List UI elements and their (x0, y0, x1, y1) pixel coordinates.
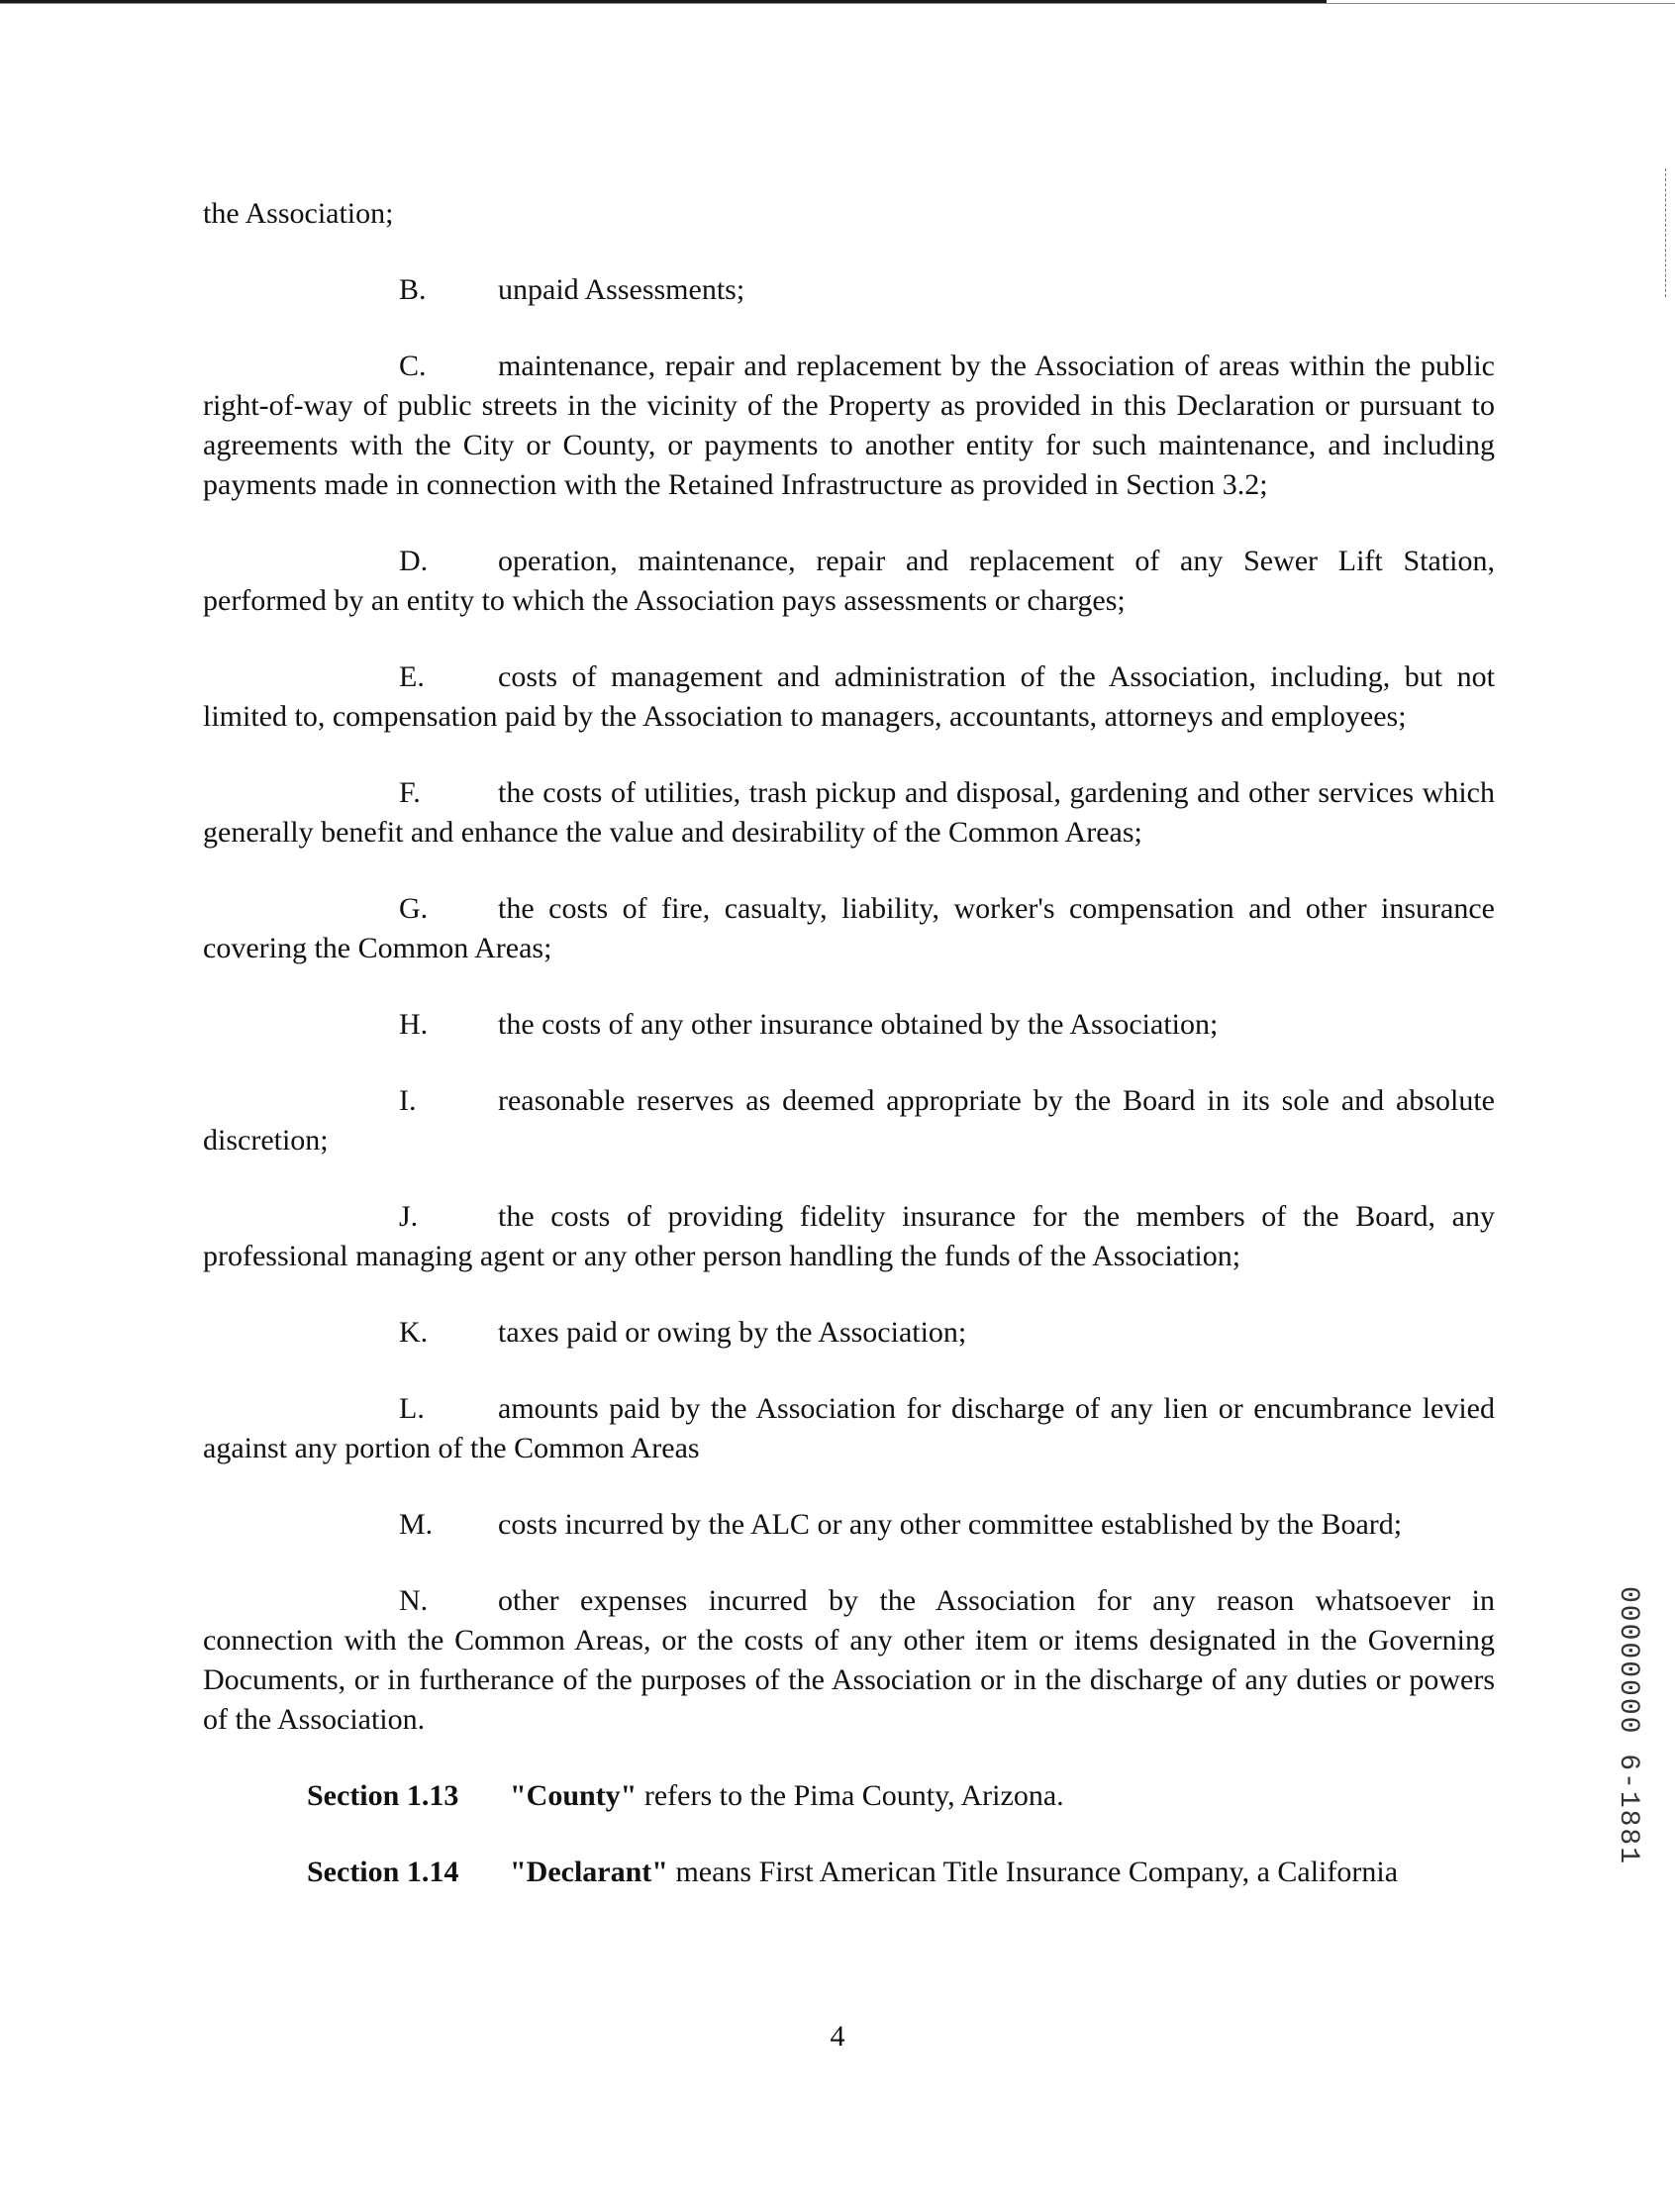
list-item-label: G. (399, 892, 429, 925)
list-item-label: N. (399, 1584, 429, 1617)
list-item-text: the costs of providing fidelity insurance for the members of the Board, any professional managing agent or any other person handling the funds of the Association; (203, 1200, 1495, 1272)
list-item-text: reasonable reserves as deemed appropriate by the Board in its sole and absolute discretion; (203, 1084, 1495, 1156)
expense-list (203, 270, 1495, 1740)
list-item-text: the costs of any other insurance obtained by the Association; (498, 1008, 1219, 1041)
list-item (203, 1313, 1495, 1353)
list-item-label: H. (399, 1008, 429, 1041)
list-item-text: the costs of utilities, trash pickup and disposal, gardening and other services which generally benefit and enhance the value and desirability of the Common Areas; (203, 776, 1495, 849)
list-item-label: I. (399, 1084, 417, 1117)
list-item-text: other expenses incurred by the Association for any reason whatsoever in connection with the Common Areas, or the costs of any other item or items designated in the Governing Documents, or in furtherance of the purposes of the Association or in the discharge of any duties or powers of the Association. (203, 1584, 1495, 1736)
list-item-label: D. (399, 545, 429, 577)
list-item (203, 270, 1495, 310)
list-item (203, 1505, 1495, 1545)
list-item (203, 1581, 1495, 1740)
section-text: means First American Title Insurance Company, a California (667, 1856, 1399, 1888)
list-item-label: E. (399, 660, 425, 693)
scan-top-border-shadow (0, 3, 1675, 4)
scan-edge-mark (1665, 168, 1667, 297)
list-item-label: B. (399, 273, 427, 306)
list-item (203, 1197, 1495, 1276)
list-item-label: M. (399, 1508, 434, 1541)
margin-stamp (1612, 1586, 1651, 1873)
list-item-text: the costs of fire, casualty, liability, worker's compensation and other insurance covering the Common Areas; (203, 892, 1495, 964)
list-item (203, 1081, 1495, 1160)
continuation-text: the Association; (203, 197, 394, 230)
page-number: 4 (830, 2020, 845, 2053)
list-item (203, 657, 1495, 737)
list-item (203, 1389, 1495, 1468)
list-item-text: maintenance, repair and replacement by the Association of areas within the public right-of-way of public streets in the vicinity of the Property as provided in this Declaration or pursuant to agreements with the City or County, or payments to another entity for such maintenance, and including payments made in connection with the Retained Infrastructure as provided in Section 3.2; (203, 350, 1495, 501)
list-item (203, 773, 1495, 853)
list-item (203, 1005, 1495, 1045)
definitions-sections (203, 1776, 1495, 1892)
list-item-label: K. (399, 1316, 429, 1349)
defined-term: "County" (510, 1779, 638, 1812)
list-item-label: J. (399, 1200, 419, 1233)
list-item (203, 542, 1495, 621)
list-item-label: F. (399, 776, 421, 809)
section-number: Section 1.14 (307, 1856, 459, 1888)
section-number: Section 1.13 (307, 1779, 459, 1812)
list-item-text: unpaid Assessments; (498, 273, 745, 306)
section-definition (307, 1853, 1495, 1892)
section-text: refers to the Pima County, Arizona. (637, 1779, 1064, 1812)
list-item-text: operation, maintenance, repair and replacement of any Sewer Lift Station, performed by an entity to which the Association pays assessments or charges; (203, 545, 1495, 617)
defined-term: "Declarant" (510, 1856, 668, 1888)
list-item-text: taxes paid or owing by the Association; (498, 1316, 967, 1349)
section-definition (307, 1776, 1495, 1816)
margin-stamp-text: 00000000 6-1881 (1613, 1586, 1643, 1866)
list-item-label: C. (399, 350, 427, 382)
document-body (203, 194, 1495, 1922)
list-item-label: L. (399, 1392, 425, 1425)
list-item (203, 889, 1495, 968)
list-item-text: costs of management and administration of the Association, including, but not limited to, compensation paid by the Association to managers, accountants, attorneys and employees; (203, 660, 1495, 733)
list-item-text: amounts paid by the Association for discharge of any lien or encumbrance levied against any portion of the Common Areas (203, 1392, 1495, 1464)
list-item-text: costs incurred by the ALC or any other committee established by the Board; (498, 1508, 1403, 1541)
list-item (203, 347, 1495, 505)
